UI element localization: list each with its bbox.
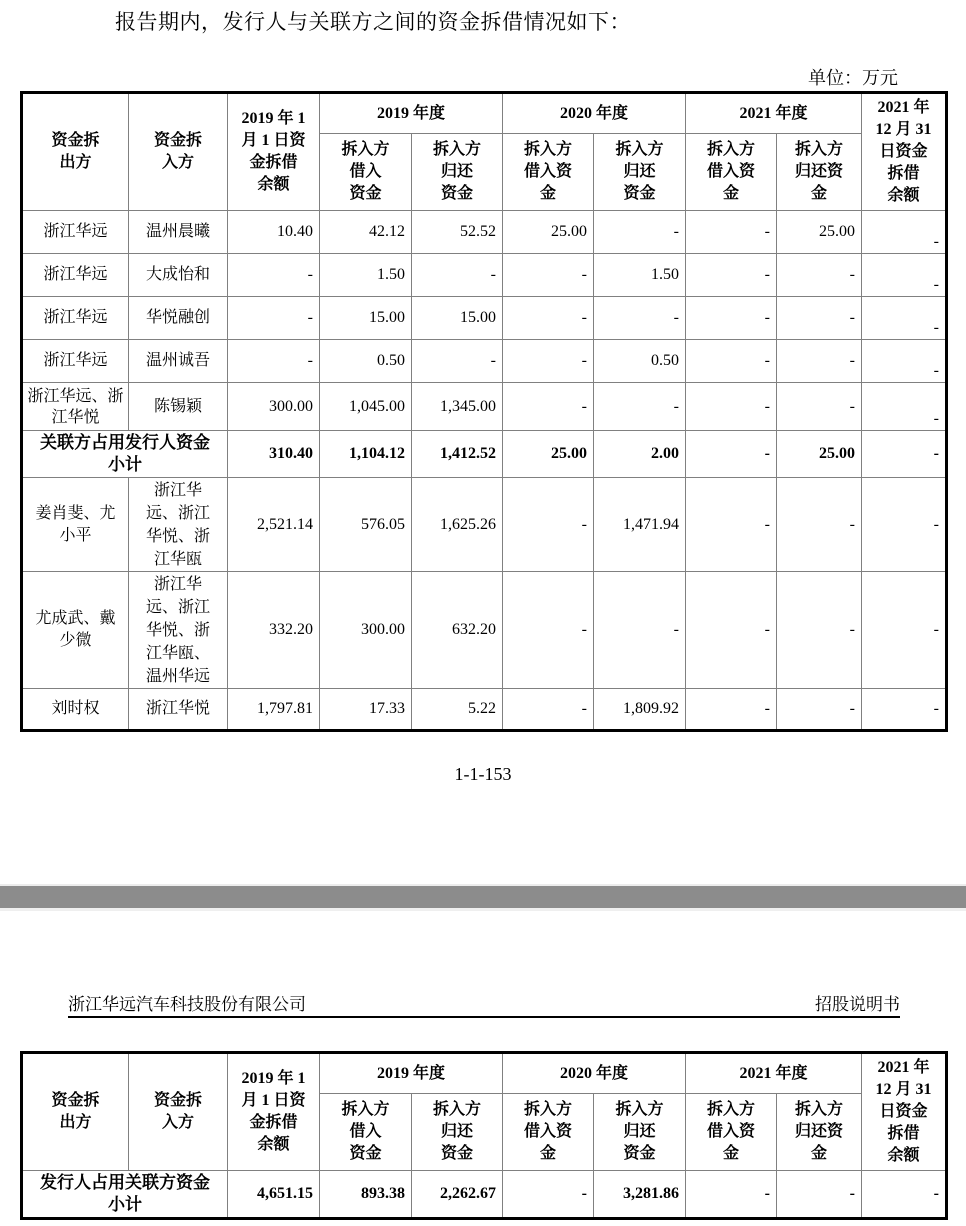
value-cell: 1,412.52 (412, 431, 503, 478)
value-cell: - (594, 211, 686, 254)
col-header-repay-2021 (777, 134, 862, 211)
header-line: 资金拆 (153, 1092, 202, 1109)
header-line: 拆入方 (706, 1101, 755, 1118)
header-line: 出方 (59, 154, 92, 171)
value-cell: 1,045.00 (320, 383, 412, 431)
lender-cell: 浙江华远 (22, 340, 129, 383)
value-cell: - (862, 431, 947, 478)
subtotal-row (22, 1171, 947, 1219)
value-cell: - (686, 211, 777, 254)
header-line: 归还 (623, 163, 656, 180)
value-cell: - (862, 211, 947, 254)
value-cell: - (412, 340, 503, 383)
table-row (22, 254, 947, 297)
value-cell: - (503, 297, 594, 340)
header-line: 归还资 (794, 1123, 843, 1140)
header-line: 余额 (257, 1136, 290, 1153)
value-cell: 0.50 (320, 340, 412, 383)
col-header-borrower (129, 93, 228, 211)
header-line: 2021 年 (877, 1059, 930, 1076)
borrower-cell: 浙江华远、浙江华悦、浙江华瓯、温州华远 (129, 572, 228, 689)
header-line: 小计 (108, 1195, 142, 1214)
subtotal-row (22, 431, 947, 478)
value-cell: - (862, 340, 947, 383)
header-line: 拆入方 (523, 141, 572, 158)
lender-cell: 浙江华远 (22, 254, 129, 297)
table-row (22, 211, 947, 254)
header-line: 借入资 (523, 1123, 572, 1140)
header-line: 资金拆 (51, 1092, 100, 1109)
value-cell: 1,797.81 (228, 689, 320, 731)
header-line: 借入资 (706, 1123, 755, 1140)
value-cell: 15.00 (412, 297, 503, 340)
header-line: 拆借 (887, 165, 920, 182)
header-line: 拆入方 (432, 1101, 481, 1118)
col-header-borrow-2021 (686, 1094, 777, 1171)
header-line: 资金 (349, 185, 382, 202)
header-line: 拆入方 (432, 141, 481, 158)
lender-cell: 浙江华远、浙江华悦 (22, 383, 129, 431)
value-cell: 15.00 (320, 297, 412, 340)
value-cell: - (862, 297, 947, 340)
value-cell: - (862, 478, 947, 572)
value-cell: - (686, 254, 777, 297)
header-line: 金 (810, 1145, 827, 1162)
value-cell: 2,521.14 (228, 478, 320, 572)
value-cell: - (777, 383, 862, 431)
header-line: 资金拆 (153, 132, 202, 149)
col-header-2021: 2021 年度 (686, 93, 862, 134)
value-cell: - (686, 1171, 777, 1219)
table-row (22, 689, 947, 731)
company-name: 浙江华远汽车科技股份有限公司 (68, 995, 306, 1014)
col-header-2021: 2021 年度 (686, 1053, 862, 1094)
col-header-borrower (129, 1053, 228, 1171)
header-line: 金 (722, 1145, 739, 1162)
header-line: 月 1 日资 (241, 132, 306, 149)
value-cell: - (686, 478, 777, 572)
col-header-repay-2019 (412, 134, 503, 211)
value-cell: 893.38 (320, 1171, 412, 1219)
col-header-repay-2019 (412, 1094, 503, 1171)
value-cell: 25.00 (503, 431, 594, 478)
borrower-cell: 浙江华远、浙江华悦、浙江华瓯 (129, 478, 228, 572)
value-cell: - (777, 478, 862, 572)
header-line: 拆入方 (794, 1101, 843, 1118)
col-header-repay-2020 (594, 134, 686, 211)
value-cell: 52.52 (412, 211, 503, 254)
col-header-borrow-2020 (503, 1094, 594, 1171)
value-cell: - (503, 383, 594, 431)
header-line: 归还 (440, 163, 473, 180)
header-line: 金 (539, 185, 556, 202)
table-row (22, 572, 947, 689)
value-cell: - (862, 383, 947, 431)
header-line: 2019 年 1 (241, 1070, 306, 1087)
value-cell: 0.50 (594, 340, 686, 383)
header-line: 金 (539, 1145, 556, 1162)
value-cell: 10.40 (228, 211, 320, 254)
header-line: 2019 年 1 (241, 110, 306, 127)
borrower-cell: 陈锡颖 (129, 383, 228, 431)
value-cell: - (862, 1171, 947, 1219)
value-cell: 17.33 (320, 689, 412, 731)
header-line: 归还资 (794, 163, 843, 180)
value-cell: - (777, 1171, 862, 1219)
header-line: 小计 (108, 455, 142, 474)
value-cell: 1.50 (320, 254, 412, 297)
value-cell: 332.20 (228, 572, 320, 689)
value-cell: 632.20 (412, 572, 503, 689)
loan-table-page-154 (20, 1051, 948, 1220)
subtotal-label (22, 431, 228, 478)
col-header-2019: 2019 年度 (320, 1053, 503, 1094)
header-line: 12 月 31 (875, 121, 932, 138)
header-line: 出方 (59, 1114, 92, 1131)
lender-cell: 姜肖斐、尤小平 (22, 478, 129, 572)
header-line: 借入 (349, 1123, 382, 1140)
value-cell: 25.00 (503, 211, 594, 254)
value-cell: - (862, 572, 947, 689)
col-header-opening-balance (228, 1053, 320, 1171)
value-cell: - (862, 254, 947, 297)
page-number: 1-1-153 (454, 764, 512, 784)
header-line: 发行人占用关联方资金 (40, 1173, 210, 1192)
table-row (22, 340, 947, 383)
value-cell: - (777, 254, 862, 297)
header-line: 金 (810, 185, 827, 202)
col-header-repay-2020 (594, 1094, 686, 1171)
value-cell: - (686, 572, 777, 689)
header-line: 关联方占用发行人资金 (40, 433, 210, 452)
header-line: 资金 (623, 185, 656, 202)
borrower-cell: 浙江华悦 (129, 689, 228, 731)
value-cell: - (686, 431, 777, 478)
col-header-lender (22, 93, 129, 211)
table-row (22, 297, 947, 340)
col-header-2020: 2020 年度 (503, 1053, 686, 1094)
borrower-cell: 大成怡和 (129, 254, 228, 297)
value-cell: - (503, 340, 594, 383)
header-row-1 (22, 1053, 947, 1094)
value-cell: - (503, 478, 594, 572)
value-cell: - (777, 340, 862, 383)
value-cell: - (862, 689, 947, 731)
value-cell: - (503, 254, 594, 297)
table-row (22, 383, 947, 431)
header-line: 余额 (887, 187, 920, 204)
col-header-borrow-2019 (320, 1094, 412, 1171)
value-cell: 1,809.92 (594, 689, 686, 731)
value-cell: - (503, 689, 594, 731)
value-cell: - (412, 254, 503, 297)
col-header-borrow-2021 (686, 134, 777, 211)
header-line: 2021 年 (877, 99, 930, 116)
value-cell: - (777, 297, 862, 340)
table-row (22, 478, 947, 572)
col-header-borrow-2019 (320, 134, 412, 211)
header-line: 金拆借 (249, 154, 298, 171)
value-cell: 25.00 (777, 431, 862, 478)
page-separator (0, 884, 966, 911)
intro-text: 报告期内，发行人与关联方之间的资金拆借情况如下： (115, 10, 631, 34)
col-header-closing-balance (862, 93, 947, 211)
borrower-cell: 华悦融创 (129, 297, 228, 340)
header-line: 借入资 (706, 163, 755, 180)
value-cell: 3,281.86 (594, 1171, 686, 1219)
header-line: 拆入方 (341, 141, 390, 158)
value-cell: - (228, 340, 320, 383)
header-line: 12 月 31 (875, 1081, 932, 1098)
value-cell: 4,651.15 (228, 1171, 320, 1219)
lender-cell: 浙江华远 (22, 211, 129, 254)
value-cell: - (777, 572, 862, 689)
borrower-cell: 温州诚吾 (129, 340, 228, 383)
col-header-2020: 2020 年度 (503, 93, 686, 134)
value-cell: - (503, 572, 594, 689)
col-header-repay-2021 (777, 1094, 862, 1171)
value-cell: 5.22 (412, 689, 503, 731)
lender-cell: 尤成武、戴少微 (22, 572, 129, 689)
header-line: 金拆借 (249, 1114, 298, 1131)
col-header-borrow-2020 (503, 134, 594, 211)
col-header-2019: 2019 年度 (320, 93, 503, 134)
value-cell: 300.00 (320, 572, 412, 689)
header-line: 拆入方 (706, 141, 755, 158)
value-cell: - (594, 297, 686, 340)
value-cell: 1,345.00 (412, 383, 503, 431)
value-cell: - (594, 572, 686, 689)
running-header (68, 990, 900, 1018)
value-cell: 1,471.94 (594, 478, 686, 572)
header-line: 资金 (349, 1145, 382, 1162)
value-cell: 310.40 (228, 431, 320, 478)
header-line: 拆入方 (794, 141, 843, 158)
header-row-1 (22, 93, 947, 134)
header-line: 拆入方 (615, 141, 664, 158)
value-cell: 42.12 (320, 211, 412, 254)
header-line: 归还 (623, 1123, 656, 1140)
value-cell: - (228, 254, 320, 297)
subtotal-label (22, 1171, 228, 1219)
lender-cell: 浙江华远 (22, 297, 129, 340)
header-line: 余额 (887, 1147, 920, 1164)
header-line: 拆入方 (523, 1101, 572, 1118)
loan-table-page-153 (20, 91, 948, 732)
header-line: 拆入方 (615, 1101, 664, 1118)
value-cell: - (686, 340, 777, 383)
header-line: 金 (722, 185, 739, 202)
value-cell: - (594, 383, 686, 431)
value-cell: 576.05 (320, 478, 412, 572)
value-cell: 2.00 (594, 431, 686, 478)
header-line: 入方 (161, 1114, 194, 1131)
header-line: 资金 (440, 185, 473, 202)
header-line: 入方 (161, 154, 194, 171)
lender-cell: 刘时权 (22, 689, 129, 731)
col-header-closing-balance (862, 1053, 947, 1171)
col-header-opening-balance (228, 93, 320, 211)
header-line: 资金 (440, 1145, 473, 1162)
header-line: 日资金 (879, 1103, 928, 1120)
document-type: 招股说明书 (815, 995, 900, 1014)
value-cell: - (228, 297, 320, 340)
value-cell: - (686, 383, 777, 431)
borrower-cell: 温州晨曦 (129, 211, 228, 254)
value-cell: 1.50 (594, 254, 686, 297)
header-line: 归还 (440, 1123, 473, 1140)
header-line: 资金 (623, 1145, 656, 1162)
value-cell: 300.00 (228, 383, 320, 431)
header-line: 拆借 (887, 1125, 920, 1142)
header-line: 月 1 日资 (241, 1092, 306, 1109)
value-cell: 1,625.26 (412, 478, 503, 572)
header-line: 拆入方 (341, 1101, 390, 1118)
header-line: 资金拆 (51, 132, 100, 149)
value-cell: - (503, 1171, 594, 1219)
value-cell: 2,262.67 (412, 1171, 503, 1219)
value-cell: 1,104.12 (320, 431, 412, 478)
col-header-lender (22, 1053, 129, 1171)
value-cell: - (686, 689, 777, 731)
unit-label: 单位：万元 (808, 68, 898, 88)
header-line: 借入 (349, 163, 382, 180)
value-cell: - (686, 297, 777, 340)
header-line: 余额 (257, 176, 290, 193)
header-line: 借入资 (523, 163, 572, 180)
value-cell: 25.00 (777, 211, 862, 254)
value-cell: - (777, 689, 862, 731)
header-line: 日资金 (879, 143, 928, 160)
